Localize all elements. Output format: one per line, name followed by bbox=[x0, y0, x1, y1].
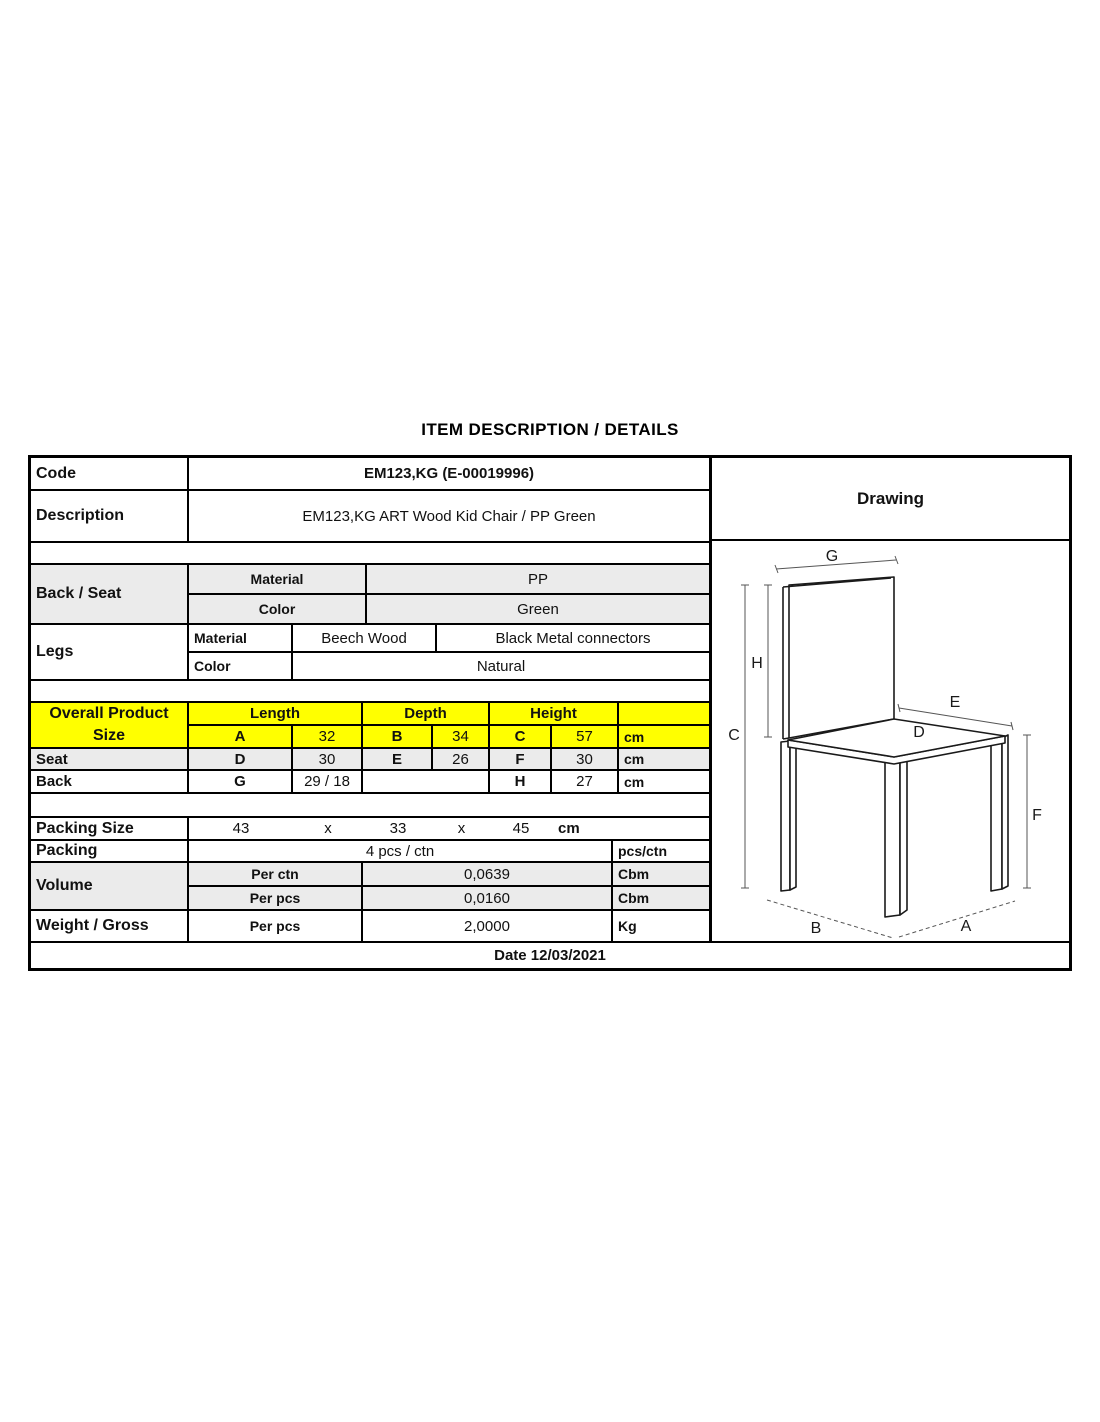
overall-size-label-line1: Overall Product bbox=[49, 705, 169, 722]
size-header-empty-cell bbox=[619, 703, 709, 724]
back-seat-material-row bbox=[189, 565, 709, 595]
size-back-label: Back bbox=[31, 771, 189, 792]
size-col-height: Height bbox=[490, 703, 619, 724]
size-overall-height-value: 57 bbox=[552, 726, 619, 747]
section-back-seat bbox=[31, 565, 709, 625]
dim-label-H: H bbox=[751, 655, 763, 672]
section-overall-size bbox=[31, 703, 709, 749]
overall-size-label bbox=[31, 703, 189, 747]
weight-key: Per pcs bbox=[189, 911, 363, 941]
packing-size-x2: x bbox=[457, 820, 466, 837]
size-col-depth: Depth bbox=[363, 703, 490, 724]
page-title: ITEM DESCRIPTION / DETAILS bbox=[421, 420, 679, 439]
size-back-length-key: G bbox=[189, 771, 293, 792]
size-col-length: Length bbox=[189, 703, 363, 724]
packing-unit: pcs/ctn bbox=[618, 843, 668, 859]
size-seat-height-key: F bbox=[490, 749, 552, 769]
size-overall-length-key: A bbox=[189, 726, 293, 747]
back-seat-color-row bbox=[189, 595, 709, 623]
packing-size-values bbox=[189, 818, 709, 839]
drawing-header: Drawing bbox=[712, 458, 1069, 541]
back-seat-label: Back / Seat bbox=[31, 565, 189, 623]
date-row bbox=[31, 941, 1069, 968]
spec-table bbox=[28, 455, 1072, 971]
legs-color-key: Color bbox=[189, 653, 293, 679]
chair-technical-drawing-svg bbox=[712, 541, 1069, 941]
volume-per-ctn-row bbox=[189, 863, 709, 887]
size-overall-unit: cm bbox=[619, 726, 709, 747]
back-seat-material-key: Material bbox=[189, 565, 367, 593]
packing-size-label: Packing Size bbox=[31, 818, 189, 839]
dim-label-G: G bbox=[825, 548, 839, 565]
size-seat-label: Seat bbox=[31, 749, 189, 769]
packing-size-dim1: 43 bbox=[232, 820, 250, 837]
packing-size-dim2: 33 bbox=[389, 820, 407, 837]
chair-drawing bbox=[712, 541, 1069, 941]
backrest-face bbox=[789, 577, 894, 738]
volume-per-ctn-value: 0,0639 bbox=[363, 863, 613, 885]
dim-label-B: B bbox=[810, 920, 822, 937]
dim-label-A: A bbox=[960, 918, 972, 935]
legs-material-row bbox=[189, 625, 709, 653]
size-seat-height-value: 30 bbox=[552, 749, 619, 769]
spacer-row bbox=[31, 681, 709, 703]
weight-unit: Kg bbox=[618, 918, 637, 934]
weight-label: Weight / Gross bbox=[31, 911, 189, 941]
row-packing bbox=[31, 841, 709, 863]
volume-per-pcs-row bbox=[189, 887, 709, 909]
size-back-row bbox=[31, 771, 709, 794]
dim-label-F: F bbox=[1032, 807, 1042, 824]
volume-per-ctn-key: Per ctn bbox=[189, 863, 363, 885]
row-weight-gross bbox=[31, 911, 709, 941]
description-label: Description bbox=[31, 491, 189, 541]
spacer-row bbox=[31, 794, 709, 818]
legs-material-metal: Black Metal connectors bbox=[495, 629, 651, 647]
size-back-height-value: 27 bbox=[552, 771, 619, 792]
section-volume bbox=[31, 863, 709, 911]
legs-color-value: Natural bbox=[476, 657, 526, 675]
size-back-height-key: H bbox=[490, 771, 552, 792]
row-packing-size bbox=[31, 818, 709, 841]
chair-shape bbox=[781, 577, 1008, 917]
size-overall-depth-value: 34 bbox=[433, 726, 490, 747]
legs-color-row bbox=[189, 653, 709, 679]
code-label: Code bbox=[31, 458, 189, 489]
packing-size-dim3: 45 bbox=[512, 820, 530, 837]
size-seat-depth-value: 26 bbox=[433, 749, 490, 769]
volume-per-pcs-unit: Cbm bbox=[613, 887, 709, 909]
size-seat-length-key: D bbox=[189, 749, 293, 769]
spacer-row bbox=[31, 543, 709, 565]
size-back-unit: cm bbox=[624, 773, 645, 790]
back-seat-color-value: Green bbox=[367, 595, 709, 623]
description-value: EM123,KG ART Wood Kid Chair / PP Green bbox=[302, 507, 596, 525]
section-legs bbox=[31, 625, 709, 681]
dim-label-C: C bbox=[728, 727, 740, 744]
size-overall-depth-key: B bbox=[363, 726, 433, 747]
volume-per-pcs-value: 0,0160 bbox=[363, 887, 613, 909]
size-overall-length-value: 32 bbox=[293, 726, 363, 747]
volume-label: Volume bbox=[31, 863, 189, 909]
size-seat-row bbox=[31, 749, 709, 771]
volume-per-ctn-unit: Cbm bbox=[613, 863, 709, 885]
packing-label: Packing bbox=[31, 841, 189, 861]
size-header-row bbox=[189, 703, 709, 726]
legs-material-key: Material bbox=[189, 625, 293, 651]
weight-value: 2,0000 bbox=[363, 911, 613, 941]
back-seat-material-value: PP bbox=[367, 565, 709, 593]
packing-value: 4 pcs / ctn bbox=[189, 841, 613, 861]
size-seat-depth-key: E bbox=[363, 749, 433, 769]
packing-size-x1: x bbox=[324, 820, 332, 837]
date-value: Date 12/03/2021 bbox=[494, 947, 606, 964]
row-code bbox=[31, 458, 709, 491]
dim-label-E: E bbox=[949, 694, 961, 711]
legs-material-wood: Beech Wood bbox=[293, 625, 437, 651]
size-overall-height-key: C bbox=[490, 726, 552, 747]
dim-label-D: D bbox=[913, 724, 925, 741]
spec-table-drawing-column bbox=[712, 458, 1069, 941]
size-seat-length-value: 30 bbox=[293, 749, 363, 769]
code-value: EM123,KG (E-00019996) bbox=[363, 465, 535, 482]
legs-label: Legs bbox=[31, 625, 189, 679]
spec-table-left bbox=[31, 458, 712, 941]
back-seat-color-key: Color bbox=[189, 595, 367, 623]
size-back-depth-empty bbox=[363, 771, 490, 792]
size-back-length-value: 29 / 18 bbox=[293, 771, 363, 792]
overall-size-label-line2: Size bbox=[92, 727, 125, 744]
row-description bbox=[31, 491, 709, 543]
size-seat-unit: cm bbox=[619, 749, 709, 769]
volume-per-pcs-key: Per pcs bbox=[189, 887, 363, 909]
packing-size-unit: cm bbox=[558, 820, 580, 837]
size-overall-row bbox=[189, 726, 709, 747]
